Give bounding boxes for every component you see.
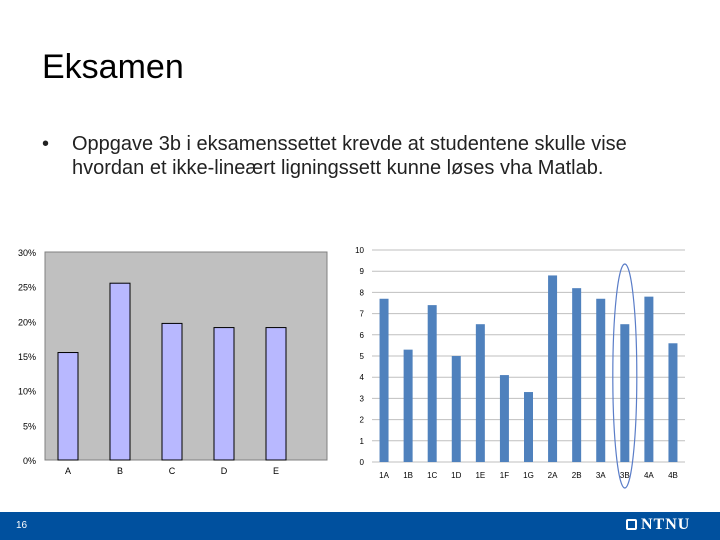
- y-tick-label: 30%: [17, 248, 36, 258]
- bar: [548, 275, 557, 462]
- bar: [162, 323, 182, 460]
- y-tick-label: 15%: [17, 352, 36, 362]
- bullet-icon: •: [42, 133, 50, 155]
- y-tick-label: 6: [359, 330, 364, 340]
- y-tick-label: 0%: [22, 456, 36, 466]
- task-score-bar-chart: [330, 240, 700, 490]
- bar: [620, 324, 629, 462]
- x-tick-label: 3B: [619, 471, 630, 480]
- bar: [110, 283, 130, 460]
- bar: [428, 305, 437, 462]
- y-tick-label: 10: [355, 246, 364, 255]
- x-tick-label: A: [64, 466, 72, 476]
- x-tick-label: 1F: [499, 471, 510, 480]
- slide-title: Eksamen: [42, 48, 184, 86]
- y-tick-label: 8: [359, 288, 364, 298]
- x-tick-label: 2B: [571, 471, 582, 480]
- x-tick-label: 1E: [475, 471, 486, 480]
- bullet-item: [42, 132, 662, 180]
- footer-bar: [0, 512, 720, 540]
- bar: [452, 356, 461, 462]
- bar: [572, 288, 581, 462]
- y-tick-label: 10%: [17, 386, 36, 397]
- bar: [380, 299, 389, 462]
- y-tick-label: 7: [359, 309, 364, 319]
- page-number: 16: [16, 520, 28, 531]
- x-tick-label: 4B: [668, 471, 678, 480]
- x-tick-label: 1A: [379, 471, 389, 480]
- y-tick-label: 25%: [17, 282, 36, 293]
- x-tick-label: 1G: [523, 471, 534, 480]
- bar: [266, 328, 286, 460]
- logo-text: NTNU: [641, 516, 691, 533]
- x-tick-label: 4A: [643, 471, 654, 480]
- x-tick-label: 1B: [403, 471, 414, 480]
- x-tick-label: C: [168, 466, 176, 476]
- y-tick-label: 20%: [17, 317, 36, 328]
- y-tick-label: 1: [359, 436, 364, 446]
- x-tick-label: 1D: [451, 471, 462, 480]
- x-tick-label: 2A: [547, 471, 558, 480]
- y-tick-label: 5%: [22, 421, 36, 432]
- y-tick-label: 9: [359, 267, 364, 277]
- bar: [596, 299, 605, 462]
- bar: [214, 328, 234, 460]
- ntnu-logo: [626, 516, 690, 534]
- y-tick-label: 3: [359, 394, 364, 404]
- bar: [476, 324, 485, 462]
- bar: [668, 343, 677, 462]
- bar: [404, 350, 413, 462]
- x-tick-label: E: [272, 466, 280, 476]
- bar: [524, 392, 533, 462]
- x-tick-label: 3A: [595, 471, 606, 480]
- x-tick-label: D: [220, 466, 228, 476]
- y-tick-label: 4: [359, 373, 364, 383]
- percentage-bar-chart: [0, 240, 330, 490]
- bar: [644, 297, 653, 462]
- x-tick-label: B: [116, 466, 124, 476]
- y-tick-label: 0: [359, 458, 364, 467]
- y-tick-label: 2: [359, 415, 364, 425]
- bullet-text: Oppgave 3b i eksamenssettet krevde at studentene skulle vise hvordan et ikke-lineært ligningssett kunne løses vha Matlab.: [72, 133, 627, 179]
- y-tick-label: 5: [359, 352, 364, 361]
- logo-icon: [626, 519, 637, 530]
- bar: [58, 353, 78, 460]
- x-tick-label: 1C: [427, 471, 438, 480]
- bar: [500, 375, 509, 462]
